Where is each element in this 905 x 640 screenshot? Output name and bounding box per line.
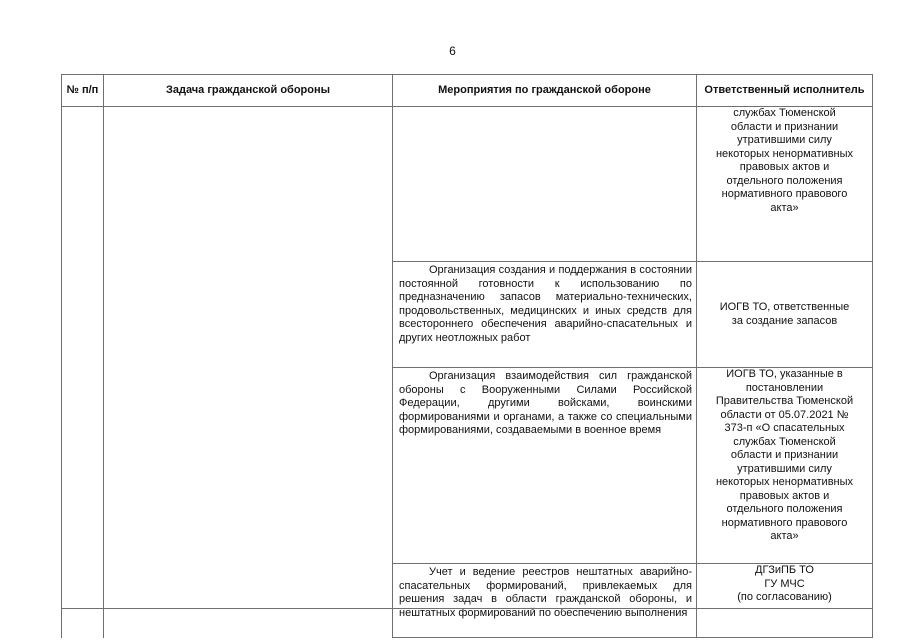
responsible-cell: [697, 368, 873, 564]
responsible-line: ГУ МЧС: [764, 577, 805, 590]
responsible-cell: [697, 107, 873, 262]
responsible-line: области от 05.07.2021 №: [720, 408, 849, 421]
responsible-line: Правительства Тюменской: [715, 395, 854, 407]
task-cell: [104, 107, 393, 638]
header-responsible: Ответственный исполнитель: [697, 75, 873, 107]
header-number: № п/п: [62, 75, 104, 107]
measure-text: Организация создания и поддержания в состоянии постоянной готовности к использованию по предназначению запасов материально-технических, продовольственных, медицинских и иных средств для всестороннего обеспечения аварийно-спасательных и других неотложных работ: [399, 264, 692, 344]
table-header-row: [62, 75, 873, 107]
table-bottom-rule: [61, 608, 872, 609]
responsible-line: ИОГВ ТО, указанные в: [726, 368, 843, 380]
responsible-line: акта»: [770, 530, 799, 542]
header-measures: Мероприятия по гражданской обороне: [393, 75, 697, 107]
responsible-line: за создание запасов: [731, 314, 838, 327]
responsible-line: службах Тюменской: [733, 107, 836, 119]
responsible-line: постановлении: [745, 381, 824, 394]
measure-cell: [393, 564, 697, 638]
measure-text: Учет и ведение реестров нештатных аварийно-спасательных формирований, привлекаемых для решения задач в области гражданской обороны, и нештатных формирований по обеспечению выполнения: [399, 566, 692, 619]
responsible-cell: [697, 262, 873, 368]
responsible-line: акта»: [770, 201, 799, 214]
responsible-line: нормативного правового: [721, 516, 848, 529]
page-number: 6: [449, 44, 456, 58]
responsible-line: утратившими силу: [737, 462, 832, 475]
number-cell: [62, 107, 104, 638]
responsible-line: некоторых ненормативных: [715, 147, 854, 160]
measure-text: Организация взаимодействия сил гражданской обороны с Вооруженными Силами Российской Федерации, другими войсками, воинскими формированиями и органами, а также со специальными формированиями, создаваемыми в военное время: [399, 370, 692, 436]
responsible-line: области и признании: [730, 120, 839, 133]
responsible-line: правовых актов и: [739, 489, 830, 502]
responsible-line: ДГЗиПБ ТО: [755, 564, 814, 576]
responsible-line: отдельного положения: [726, 503, 843, 515]
responsible-line: отдельного положения: [726, 174, 843, 187]
responsible-line: 373-п «О спасательных: [724, 422, 845, 434]
table-row: [62, 107, 873, 262]
responsible-line: службах Тюменской: [733, 435, 836, 448]
measure-cell: [393, 368, 697, 564]
civil-defense-plan-table: [61, 74, 873, 638]
responsible-line: правовых актов и: [739, 161, 830, 173]
measure-cell: [393, 107, 697, 262]
responsible-cell: [697, 564, 873, 638]
header-task: Задача гражданской обороны: [104, 75, 393, 107]
responsible-line: нормативного правового: [721, 188, 848, 200]
measure-cell: [393, 262, 697, 368]
responsible-line: (по согласованию): [737, 591, 832, 603]
responsible-line: утратившими силу: [737, 134, 832, 146]
responsible-line: области и признании: [730, 449, 839, 461]
responsible-line: некоторых ненормативных: [715, 476, 854, 488]
responsible-line: ИОГВ ТО, ответственные: [719, 301, 850, 313]
